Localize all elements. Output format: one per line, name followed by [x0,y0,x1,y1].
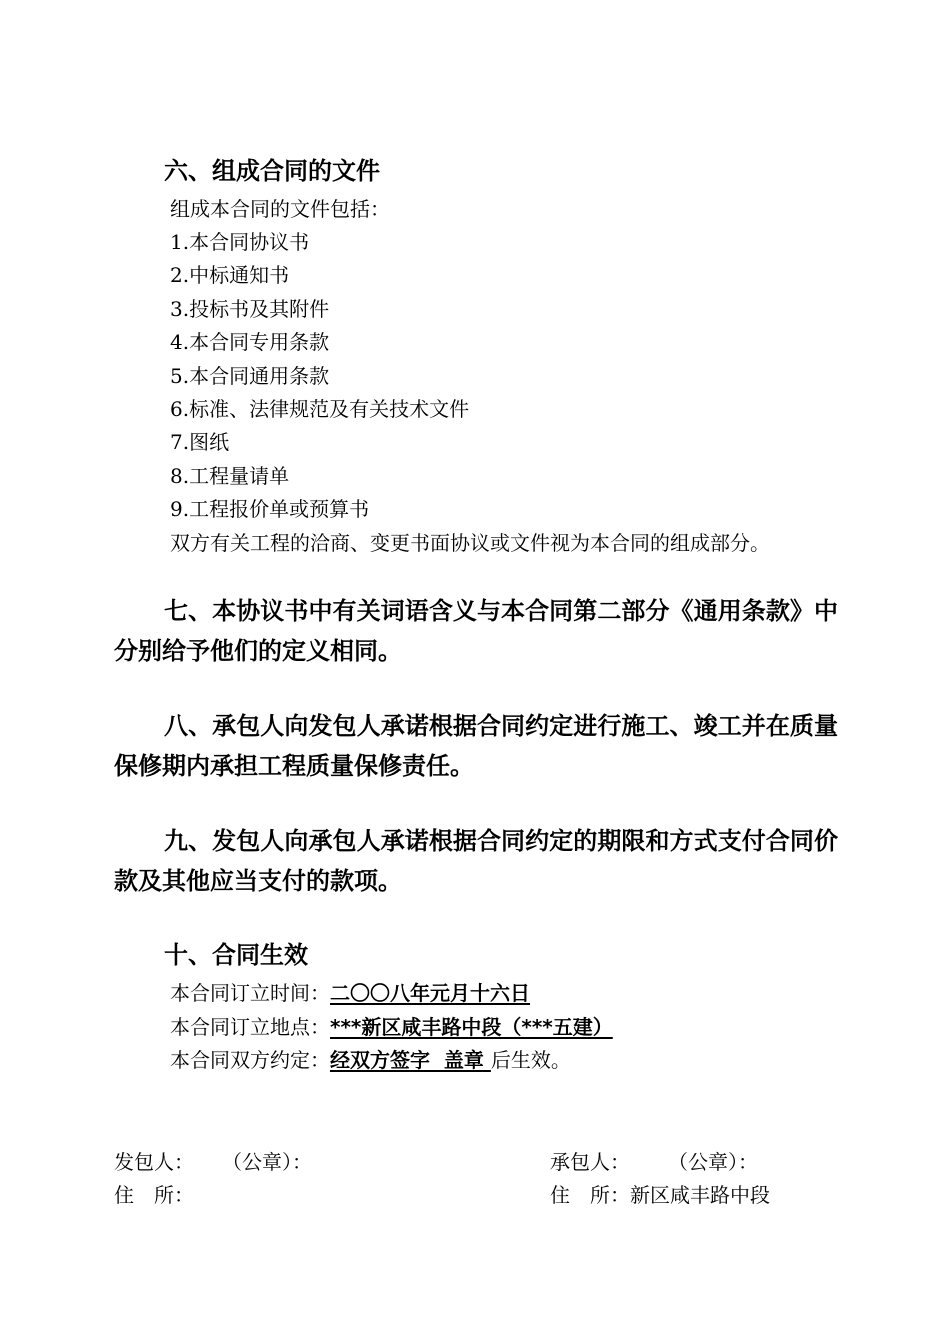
contractor-label: 承包人： [550,1150,630,1174]
contractor-seal: （公章）： [668,1150,758,1174]
section-7-paragraph: 七、本协议书中有关词语含义与本合同第二部分《通用条款》中分别给予他们的定义相同。 [114,597,838,665]
contract-place-value: ***新区咸丰路中段（***五建） [330,1015,613,1039]
employer-label: 发包人： [114,1150,194,1174]
section-6-title: 六、组成合同的文件 [164,157,380,185]
document-item-5: 5.本合同通用条款 [170,364,330,388]
section-6-intro: 组成本合同的文件包括： [170,197,390,221]
document-item-3: 3.投标书及其附件 [170,297,330,321]
section-6-closing: 双方有关工程的洽商、变更书面协议或文件视为本合同的组成部分。 [170,531,770,555]
section-8-paragraph: 八、承包人向发包人承诺根据合同约定进行施工、竣工并在质量保修期内承担工程质量保修责任。 [114,712,838,780]
contract-place-label: 本合同订立地点： [170,1015,330,1039]
contract-place-row [170,1014,613,1040]
document-item-6: 6.标准、法律规范及有关技术文件 [170,397,470,421]
employer-address-label: 住 所： [114,1183,194,1207]
section-9-paragraph: 九、发包人向承包人承诺根据合同约定的期限和方式支付合同价款及其他应当支付的款项。 [114,827,838,895]
document-item-2: 2.中标通知书 [170,263,290,287]
contract-time-row [170,980,530,1006]
document-item-4: 4.本合同专用条款 [170,330,330,354]
contract-agreement-label: 本合同双方约定： [170,1048,330,1072]
contract-agreement-suffix: 后生效。 [490,1048,571,1072]
contractor-address-label: 住 所： [550,1183,630,1207]
contractor-address: 新区咸丰路中段 [630,1183,770,1207]
contract-agreement-row [170,1047,571,1073]
document-item-8: 8.工程量请单 [170,464,290,488]
employer-seal: （公章）： [222,1150,312,1174]
document-item-9: 9.工程报价单或预算书 [170,497,370,521]
document-item-1: 1.本合同协议书 [170,230,310,254]
contractor-address-row [550,1182,770,1208]
contract-time-value: 二〇〇八年元月十六日 [330,981,530,1005]
document-item-7: 7.图纸 [170,430,230,454]
contract-time-label: 本合同订立时间： [170,981,330,1005]
contract-agreement-value: 经双方签字 盖章 [330,1048,491,1072]
section-10-title: 十、合同生效 [164,941,308,969]
